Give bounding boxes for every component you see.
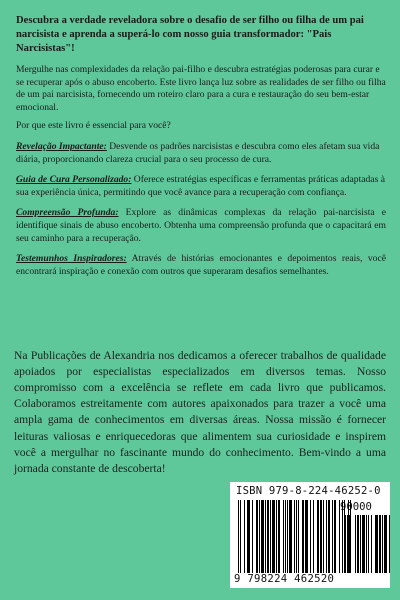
barcode-bar [310, 500, 311, 573]
feature-item [16, 207, 386, 245]
barcode-bar [272, 500, 275, 573]
barcode-bar [342, 515, 343, 573]
barcode-bar [252, 500, 253, 573]
barcode-bar [347, 515, 348, 573]
barcode-bar [305, 500, 306, 573]
barcode-bar [332, 500, 333, 573]
feature-item [16, 174, 386, 199]
barcode-bar [298, 500, 299, 573]
feature-text: Explore as dinâmicas complexas da relação pai-narcisista e identifique sinais de abuso encoberto. Obtenha uma compreensão profunda que o capacitará em seu caminho para a recuperação. [16, 207, 386, 244]
barcode-bar [313, 500, 314, 573]
feature-text: Desvende os padrões narcisistas e descubra como eles afetam sua vida diária, proporcionando clareza crucial para o seu processo de cura. [16, 140, 380, 165]
barcode-bar [306, 500, 308, 573]
barcode-bar [259, 500, 260, 573]
barcode-bar [320, 500, 322, 573]
barcode-bar [389, 515, 390, 573]
publisher-paragraph: Na Publicações de Alexandria nos dedicamos a oferecer trabalhos de qualidade apoiados por especialistas especializados em diversos temas. Nosso compromisso com a excelência se reflete em cada livro que publicamos. Colaboramos estreitamente com autores apaixonados para trazer a você uma ampla gama de conhecimentos em diversas áreas. Nossa missão é fornecer leituras valiosas e enriquecedoras que alimentem sua curiosidade e inspirem você a mergulhar no fascinante mundo do conhecimento. Bem-vindo a uma jornada constante de descoberta! [14, 348, 386, 476]
barcode-bar [317, 500, 319, 573]
barcode-addon-bars [342, 515, 384, 573]
barcode-bar [261, 500, 264, 573]
barcode-bar [247, 500, 248, 573]
barcode-bar [283, 500, 284, 573]
barcode-bars [238, 500, 338, 573]
barcode-bar [371, 515, 372, 573]
barcode-bar [240, 500, 241, 573]
feature-item [16, 141, 386, 166]
isbn-barcode [230, 482, 390, 588]
barcode-bar [334, 500, 336, 573]
question: Por que este livro é essencial para você? [16, 120, 171, 132]
barcode-bar [349, 515, 351, 573]
barcode-bar [296, 500, 297, 573]
barcode-bar [366, 515, 367, 573]
isbn-label: ISBN 979-8-224-46252-0 [236, 485, 381, 497]
barcode-number: 9 798224 462520 [234, 573, 335, 585]
barcode-bar [248, 500, 250, 573]
barcode-bar [289, 500, 292, 573]
barcode-bar [384, 515, 387, 573]
barcode-bar [328, 500, 330, 573]
barcode-bar [276, 500, 277, 573]
barcode-bar [344, 515, 346, 573]
intro-paragraph: Mergulhe nas complexidades da relação pai-filho e descubra estratégias poderosas para curar e se recuperar após o abuso encoberto. Este livro lança luz sobre as realidades de ser filho ou filha de um pai narcisista, fornecendo um roteiro claro para a cura e restauração do seu bem-estar emocional. [16, 64, 386, 113]
feature-term: Testemunhos Inspiradores: [16, 253, 127, 265]
barcode-bar [368, 515, 369, 573]
feature-term: Compreensão Profunda: [16, 207, 119, 219]
barcode-bar [357, 515, 359, 573]
feature-text: Através de histórias emocionantes e depoimentos reais, você encontrará inspiração e conexão com outros que superaram desafios semelhantes. [16, 253, 386, 277]
barcode-bar [238, 500, 239, 573]
feature-item [16, 253, 386, 278]
barcode-bar [375, 515, 378, 573]
barcode-bar [379, 515, 381, 573]
barcode-bar [323, 500, 324, 573]
barcode-bar [278, 500, 280, 573]
barcode-bar [270, 500, 271, 573]
barcode-bar [360, 515, 361, 573]
headline: Descubra a verdade reveladora sobre o desafio de ser filho ou filha de um pai narcisista e aprenda a superá-lo com nosso guia transformador: "Pais Narcisistas"! [16, 15, 364, 54]
barcode-bar [294, 500, 295, 573]
price-code: 90000 [340, 501, 372, 513]
barcode-bar [355, 515, 356, 573]
back-cover-top-text [16, 14, 386, 286]
feature-term: Guia de Cura Personalizado: [16, 174, 132, 186]
barcode-bar [244, 500, 245, 573]
feature-term: Revelação Impactante: [16, 140, 107, 152]
barcode-bar [267, 500, 269, 573]
feature-text: Oferece estratégias específicas e ferramentas práticas adaptadas à sua experiência única, permitindo que você avance para a recuperação com confiança. [16, 174, 385, 198]
barcode-bar [362, 515, 365, 573]
barcode-bar [285, 500, 286, 573]
barcode-bar [287, 500, 288, 573]
barcode-bar [256, 500, 258, 573]
barcode-bar [302, 500, 304, 573]
barcode-bar [326, 500, 327, 573]
barcode-bar [265, 500, 266, 573]
barcode-bar [382, 515, 383, 573]
barcode-bar [339, 500, 340, 573]
